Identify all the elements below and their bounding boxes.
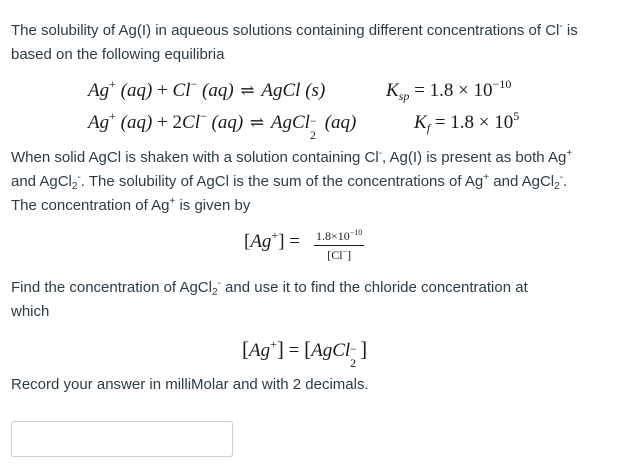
silver-concentration-expression: [Ag+] = [244,228,301,252]
explanation-text: When solid AgCl is shaken with a solution containing Cl-, Ag(I) is present as both Ag+ and AgCl$_2$-. The solubility of AgCl is the sum of the concentrations of Ag+ and AgCl$_2$-. The concentration of Ag+ is given by [11,148,573,214]
task-text: Find the concentration of AgCl$_2$- and use it to find the chloride concentration at which [11,278,528,320]
equality-condition: [Ag+] = [AgCl − 2 ] [242,337,368,370]
answer-input[interactable] [11,421,233,457]
equilibrium-equation-1: Ag+ (aq) + Cl− (aq) ⇌ AgCl (s) [88,77,326,101]
equilibrium-arrow-icon: ⇌ [240,81,255,100]
kf-expression: $K_f = 1.8 \times 10^5$ [414,109,520,135]
silver-concentration-fraction: $\frac{1.8\times 10^{-10}}{[Cl^-]}$ [316,228,363,262]
answer-instruction: Record your answer in milliMolar and with 2 decimals. [11,376,369,393]
intro-text: The solubility of Ag(I) in aqueous solutions containing different concentrations of Cl- is based on the following equilibria [11,21,578,63]
equilibrium-arrow-icon: ⇌ [249,113,265,132]
ksp-expression: $K_{sp} = 1.8 \times 10^{-10}$ [386,77,512,103]
equilibrium-equation-2: Ag+ (aq) + 2Cl− (aq) ⇌ AgCl − 2 (aq) [88,109,357,142]
